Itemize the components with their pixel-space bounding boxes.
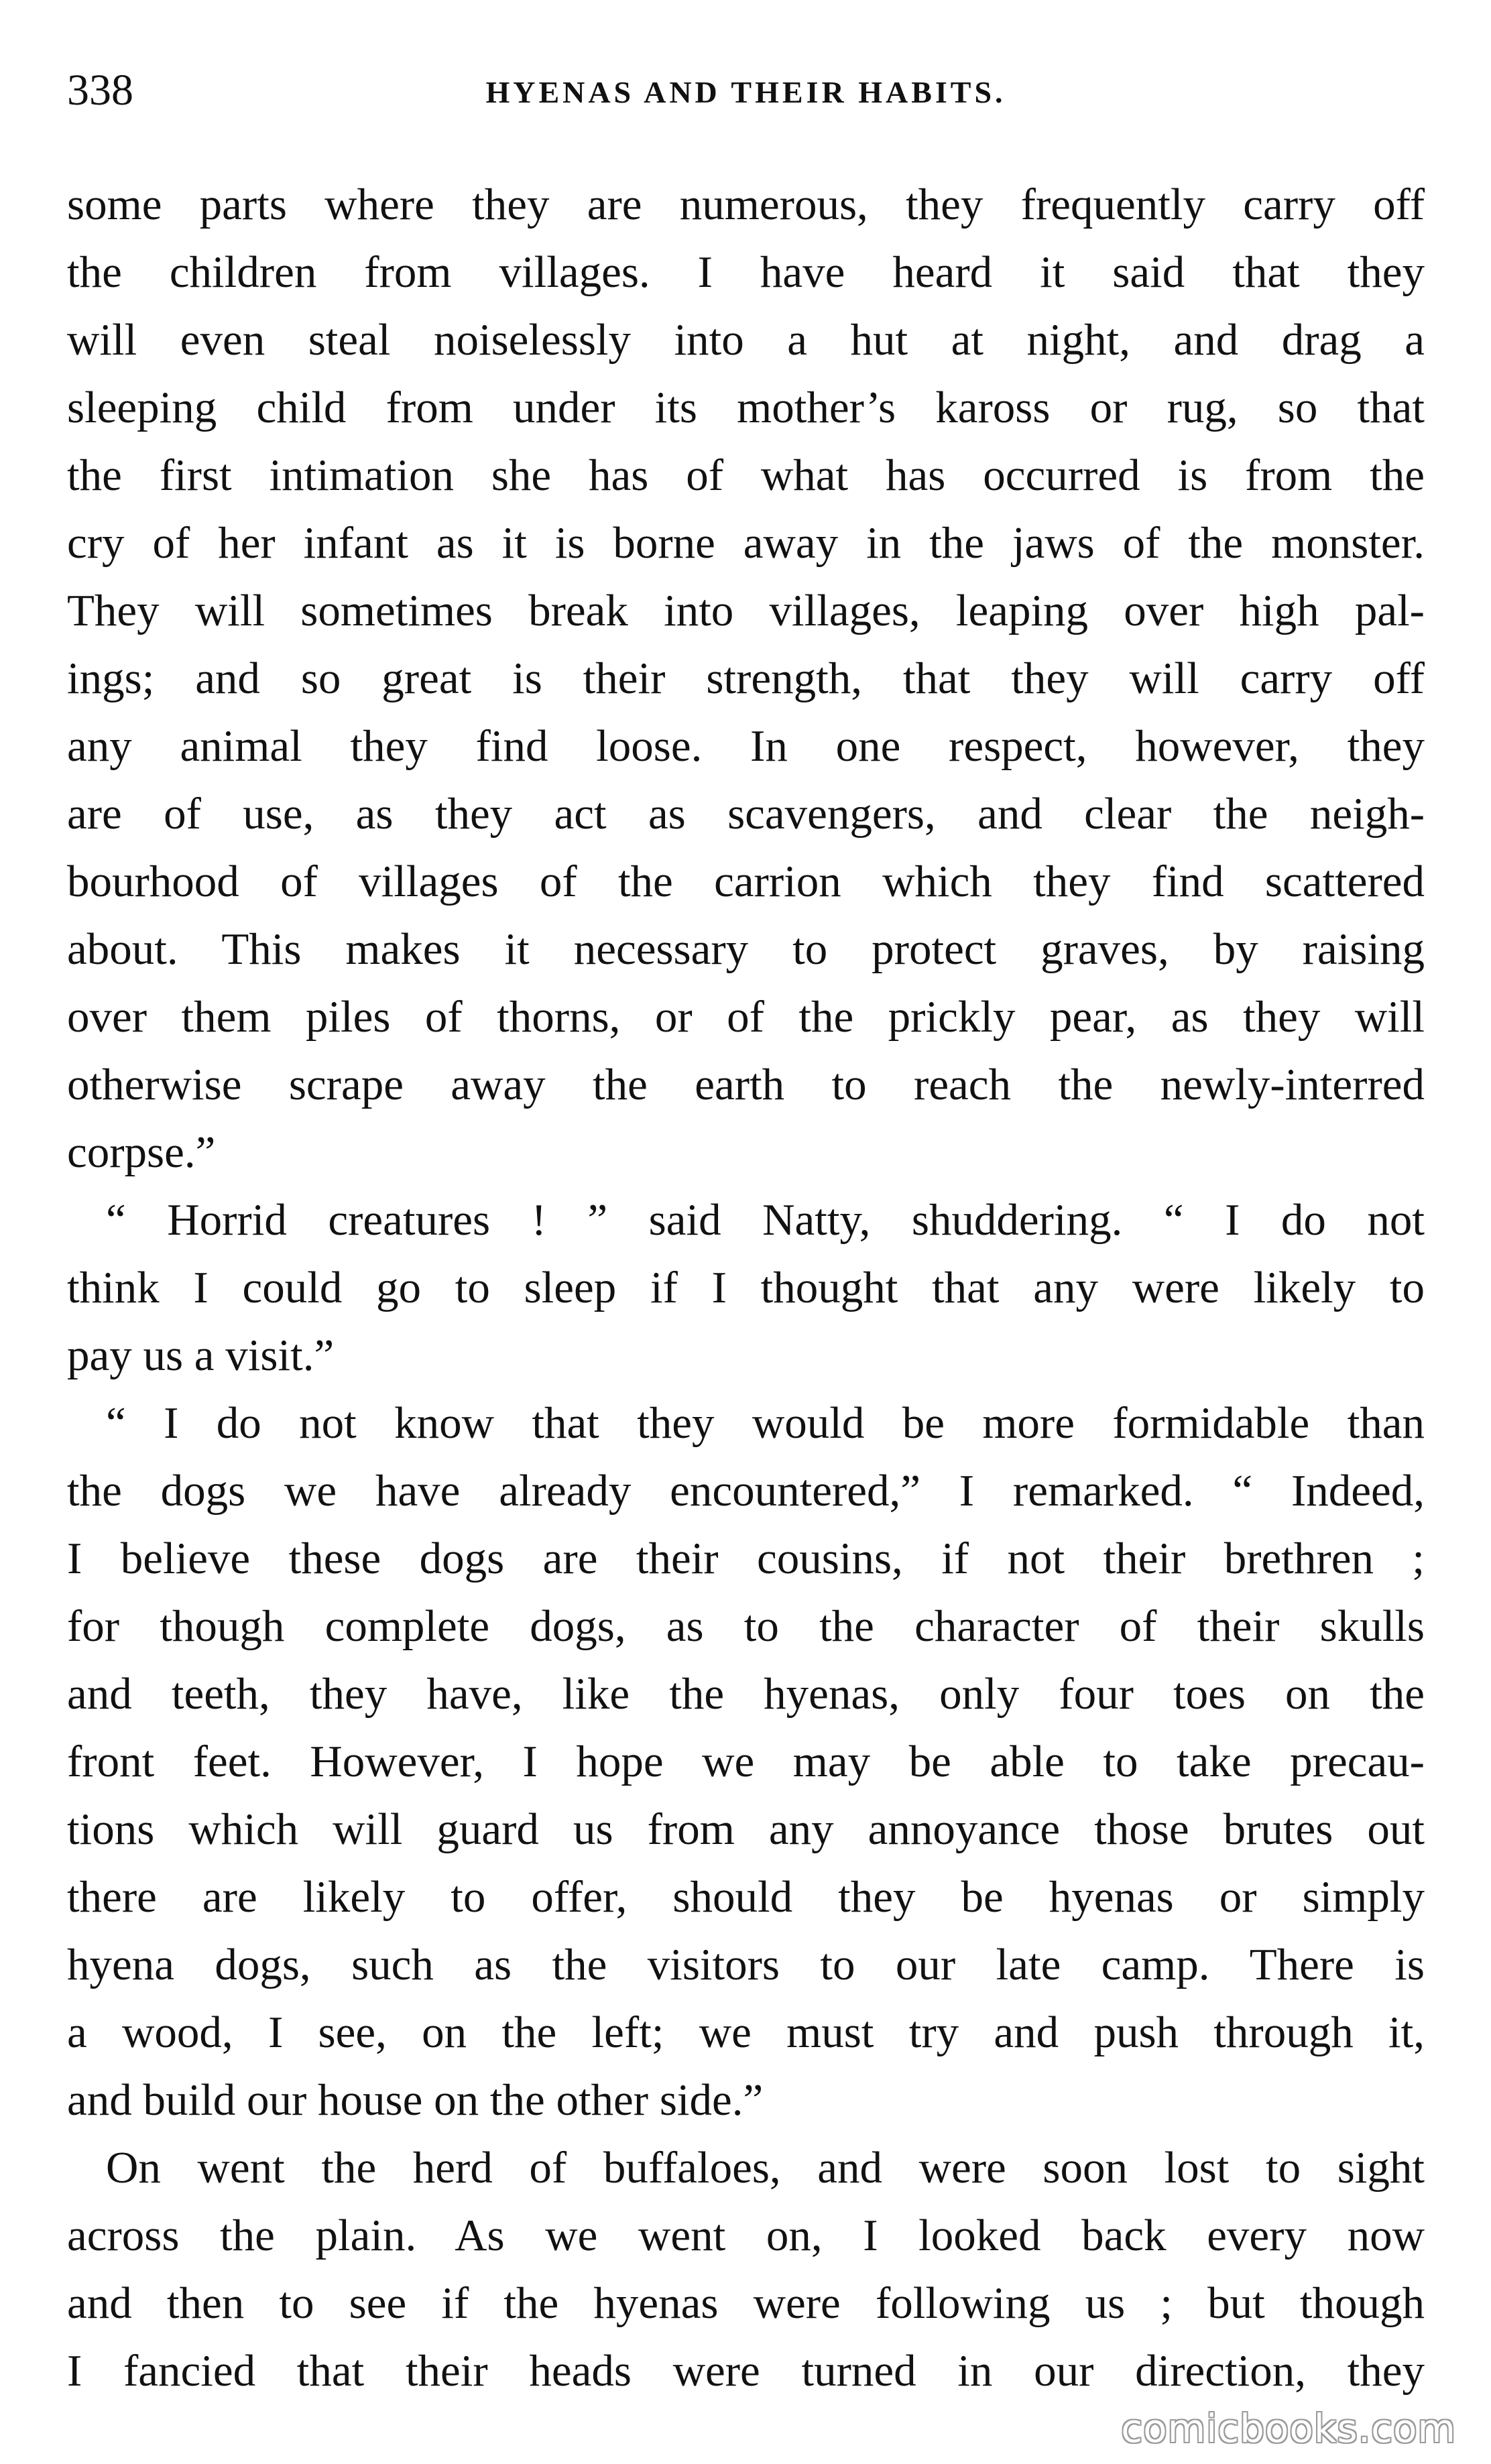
text-line: “ I do not know that they would be more formidable than <box>106 1398 1425 1448</box>
text-line: there are likely to offer, should they be hyenas or simply <box>67 1872 1425 1922</box>
text-line: sleeping child from under its mother’s kaross or rug, so that <box>67 383 1425 432</box>
text-line: cry of her infant as it is borne away in the jaws of the monster. <box>67 518 1425 568</box>
text-line: They will sometimes break into villages, leaping over high pal- <box>67 586 1425 635</box>
page-number: 338 <box>67 66 133 115</box>
text-line: ings; and so great is their strength, that they will carry off <box>67 654 1425 703</box>
text-line: the first intimation she has of what has occurred is from the <box>67 450 1425 500</box>
text-line: a wood, I see, on the left; we must try and push through it, <box>67 2008 1425 2057</box>
text-line: for though complete dogs, as to the character of their skulls <box>67 1601 1425 1651</box>
text-line: are of use, as they act as scavengers, and clear the neigh- <box>67 789 1425 839</box>
watermark: comicbooks.com <box>1121 2406 1456 2451</box>
text-line: and build our house on the other side.” <box>67 2075 764 2125</box>
text-line: will even steal noiselessly into a hut at night, and drag a <box>67 315 1425 365</box>
running-title: HYENAS AND THEIR HABITS. <box>485 75 1006 109</box>
text-line: I fancied that their heads were turned in our direction, they <box>67 2346 1425 2396</box>
text-line: think I could go to sleep if I thought that any were likely to <box>67 1263 1425 1312</box>
text-line: the children from villages. I have heard it said that they <box>67 247 1425 297</box>
text-line: bourhood of villages of the carrion which they find scattered <box>67 857 1425 906</box>
body-text <box>67 171 1425 2405</box>
text-line: On went the herd of buffaloes, and were soon lost to sight <box>106 2143 1425 2193</box>
text-line: and teeth, they have, like the hyenas, only four toes on the <box>67 1669 1425 1719</box>
text-line: pay us a visit.” <box>67 1331 335 1380</box>
text-line: tions which will guard us from any annoyance those brutes out <box>67 1804 1425 1854</box>
text-line: about. This makes it necessary to protect graves, by raising <box>67 924 1425 974</box>
running-head <box>67 64 1425 117</box>
text-line: “ Horrid creatures ! ” said Natty, shuddering. “ I do not <box>106 1195 1425 1245</box>
text-line: corpse.” <box>67 1127 216 1177</box>
text-line: across the plain. As we went on, I looked back every now <box>67 2211 1425 2260</box>
text-line: any animal they find loose. In one respect, however, they <box>67 721 1425 771</box>
text-line: otherwise scrape away the earth to reach the newly-interred <box>67 1060 1425 1109</box>
text-line: the dogs we have already encountered,” I remarked. “ Indeed, <box>67 1466 1425 1516</box>
text-line: some parts where they are numerous, they frequently carry off <box>67 180 1425 229</box>
text-line: hyena dogs, such as the visitors to our late camp. There is <box>67 1940 1425 1989</box>
text-line: over them piles of thorns, or of the prickly pear, as they will <box>67 992 1425 1042</box>
text-line: front feet. However, I hope we may be able to take precau- <box>67 1737 1425 1786</box>
text-line: and then to see if the hyenas were following us ; but though <box>67 2278 1425 2328</box>
text-line: I believe these dogs are their cousins, if not their brethren ; <box>67 1534 1425 1583</box>
